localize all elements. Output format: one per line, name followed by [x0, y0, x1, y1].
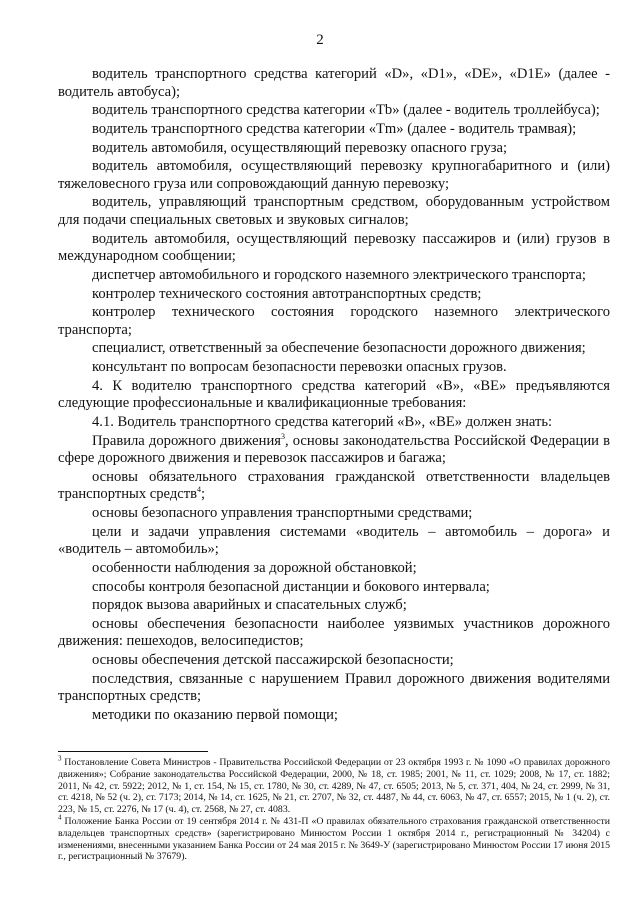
paragraph: диспетчер автомобильного и городского наземного электрического транспорта; — [92, 266, 586, 283]
paragraph: последствия, связанные с нарушением Правил дорожного движения водителями транспортных средств; — [58, 670, 610, 705]
paragraph-with-footnote — [58, 433, 610, 468]
document-body — [58, 66, 610, 725]
paragraph: специалист, ответственный за обеспечение безопасности дорожного движения; — [92, 340, 586, 357]
footnote-text: Положение Банка России от 19 сентября 2014 г. № 431-П «О правилах обязательного страхования гражданской ответственности владельцев транспортных средств» (зарегистрировано Минюстом России 1 октября 2014 г., регистрационный № 34204) с изменениями, внесенными указанием Банка России от 24 мая 2015 г. № 3649-У (зарегистрировано Минюстом России 17 июня 2015 г., регистрационный № 37679). — [58, 815, 610, 863]
footnote — [58, 754, 610, 816]
paragraph: водитель транспортного средства категории «Tb» (далее - водитель троллейбуса); — [92, 102, 600, 119]
paragraph: водитель автомобиля, осуществляющий перевозку опасного груза; — [92, 139, 508, 156]
paragraph: водитель автомобиля, осуществляющий перевозку пассажиров и (или) грузов в международном сообщении; — [58, 230, 610, 265]
paragraph: основы обеспечения детской пассажирской безопасности; — [92, 652, 454, 669]
subsection-heading: 4.1. Водитель транспортного средства категорий «B», «BE» должен знать: — [92, 413, 553, 430]
footnote-ref[interactable]: 3 — [280, 431, 285, 441]
footnotes — [58, 754, 610, 863]
footnote-text: Постановление Совета Министров - Правительства Российской Федерации от 23 октября 1993 г. № 1090 «О правилах дорожного движения»; Собрание законодательства Российской Федерации, 2000, № 18, ст. 1985; 2001, № 11, ст. 1029; 2008, № 17, ст. 1882; 2011, № 42, ст. 5922; 2012, № 1, ст. 154, № 15, ст. 1780, № 30, ст. 4289, № 47, ст. 6505; 2013, № 5, ст. 371, 404, № 24, ст. 2999, № 31, ст. 4218, № 52 (ч. 2), ст. 7173; 2014, № 14, ст. 1625, № 21, ст. 2707, № 32, ст. 4487, № 44, ст. 6063, № 47, ст. 6557; 2015, № 1 (ч. 2), ст. 223, № 15, ст. 2276, № 17 (ч. 4), ст. 2568, № 27, ст. 4083. — [58, 757, 610, 816]
paragraph: способы контроля безопасной дистанции и бокового интервала; — [92, 578, 490, 595]
paragraph-text-cont: , основы законодательства Российской Федерации в сфере дорожного движения и перевозок пассажиров и багажа; — [58, 432, 610, 467]
page-number: 2 — [316, 32, 324, 48]
paragraph: цели и задачи управления системами «водитель – автомобиль – дорога» и «водитель – автомобиль»; — [58, 523, 610, 558]
paragraph: водитель автомобиля, осуществляющий перевозку крупногабаритного и (или) тяжеловесного груза или сопровождающий данную перевозку; — [58, 158, 610, 192]
section-paragraph: 4. К водителю транспортного средства категорий «B», «BE» предъявляются следующие профессиональные и квалификационные требования: — [58, 377, 610, 412]
footnote-mark: 3 — [58, 754, 62, 763]
paragraph: контролер технического состояния городского наземного электрического транспорта; — [58, 304, 610, 338]
footnote — [58, 813, 610, 863]
paragraph: порядок вызова аварийных и спасательных служб; — [92, 597, 407, 614]
footnote-separator — [58, 751, 208, 752]
paragraph: основы обеспечения безопасности наиболее уязвимых участников дорожного движения: пешеходов, велосипедистов; — [58, 615, 610, 650]
paragraph: консультант по вопросам безопасности перевозки опасных грузов. — [92, 359, 507, 376]
paragraph-text-cont: ; — [201, 486, 206, 503]
footnote-ref[interactable]: 4 — [197, 485, 201, 495]
footnote-mark: 4 — [58, 813, 62, 822]
paragraph-text: основы обязательного страхования гражданской ответственности владельцев транспортных средств — [58, 468, 610, 503]
paragraph: водитель транспортного средства категорий «D», «D1», «DE», «D1E» (далее - водитель автобуса); — [58, 66, 610, 100]
paragraph: водитель транспортного средства категории «Tm» (далее - водитель трамвая); — [92, 120, 577, 137]
paragraph-with-footnote — [58, 469, 610, 504]
paragraph: основы безопасного управления транспортными средствами; — [92, 505, 473, 521]
paragraph: контролер технического состояния автотранспортных средств; — [92, 285, 482, 302]
paragraph: водитель, управляющий транспортным средством, оборудованным устройством для подачи специальных световых и звуковых сигналов; — [58, 194, 610, 228]
paragraph: методики по оказанию первой помощи; — [92, 707, 338, 723]
paragraph: особенности наблюдения за дорожной обстановкой; — [92, 559, 417, 576]
paragraph-text: Правила дорожного движения — [92, 432, 281, 449]
